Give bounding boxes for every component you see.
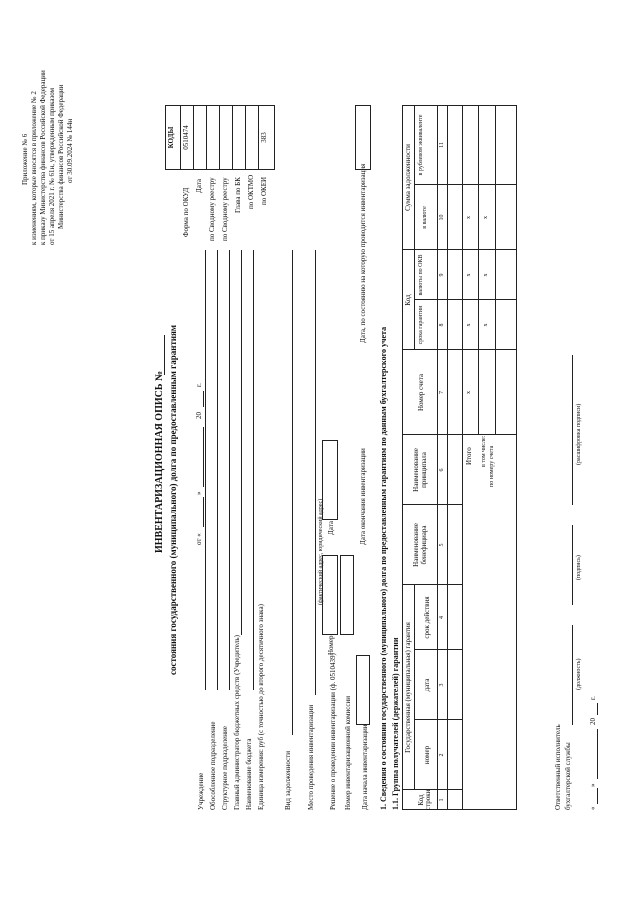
sig-sign-hint: (подпись) [576,555,582,580]
appendix-line-2: к изменениям, которые вносятся в приложение № 2 [30,91,38,245]
table-guarantee-subheader-line [414,585,415,790]
field-debt-type-label: Вид задолженности [284,751,292,810]
x-incl-in-currency: x [483,216,489,219]
field-budget-label: Наименование бюджета [245,738,253,810]
table-total-row-bottom [478,105,479,435]
field-commission-box[interactable] [340,555,354,635]
th-principal: Наименование принципала [412,448,429,492]
field-subdivision-label: Обособленное подразделение [209,721,217,810]
sig-date-month-line[interactable] [597,729,598,779]
form-subtitle: состояния государственного (муниципального) долга по предоставленным гарантиям [168,324,178,675]
field-decision-num-box[interactable] [322,555,338,635]
codes-sep-1 [193,105,194,170]
sig-date-year: 20 [589,718,597,725]
th-code: Код строки [417,789,432,810]
field-admin-line[interactable] [241,250,242,635]
codes-sep-6 [258,105,259,170]
x-total-term: x [466,323,472,327]
th-currency: валюты по ОКВ [418,254,424,296]
sig-date-day-line[interactable] [597,788,598,804]
th-account: Номер счета [417,373,425,412]
th-guarantee: Государственная (муниципальная) гарантия [404,622,412,753]
code-label-okud: Форма по ОКУД [182,187,190,237]
table-data-row-bottom [462,105,463,810]
codes-sep-4 [232,105,233,170]
table-col-divider-5 [402,504,462,505]
code-label-okei: по ОКЕИ [260,176,268,205]
form-title: ИНВЕНТАРИЗАЦИОННАЯ ОПИСЬ № [154,370,165,553]
table-col-divider-2 [414,719,462,720]
sig-decode-line[interactable] [572,355,573,505]
field-debt-type-line[interactable] [292,250,293,735]
date-g: г. [195,383,203,387]
row-by-account-label: по номеру счета [489,445,495,487]
row-incl-label: в том числе: [481,435,487,467]
sig-date-year-line[interactable] [597,703,598,715]
code-value-okei: 383 [260,132,268,143]
th-term-guarantee: срока гарантии [418,305,424,345]
field-place-label: Место проведения инвентаризации [307,704,315,810]
th-date: дата [423,678,431,692]
field-decision-date-box[interactable] [322,440,338,520]
th-number: номер [423,745,431,765]
col-num-6: 6 [439,468,445,472]
appendix-line-3: к приказу Министерства финансов Российской Федерации [39,70,47,245]
field-decision-num-label: Номер [327,635,335,655]
field-start-box[interactable] [356,655,370,725]
codes-sep-2 [206,105,207,170]
field-admin-label: Главный администратор бюджетных средств (Учредитель) [233,635,241,810]
col-num-3: 3 [439,683,445,687]
code-value-okud: 0510474 [182,125,190,150]
th-in-rub: в рублевом эквиваленте [418,114,424,176]
appendix-line-4: от 15 апреля 2021 г. № 61н, утвержденным приказом [48,87,56,245]
x-incl-currency: x [483,273,489,277]
field-place-line[interactable] [315,250,316,695]
col-num-2: 2 [439,753,445,757]
table-col-divider-3 [414,649,462,650]
field-state-date-box[interactable] [355,105,371,170]
col-num-1: 1 [439,798,445,802]
section-1-1-title: 1.1. Группа получателей (держателей) гарантии [391,637,400,810]
col-num-11: 11 [439,142,445,148]
field-decision-date-label: Дата [327,521,335,535]
table-incl-row-bottom [495,105,496,435]
code-label-date: Дата [195,179,203,193]
field-subdivision-line[interactable] [217,250,218,690]
codes-sep-3 [219,105,220,170]
sig-position-hint: (должность) [576,658,582,690]
col-num-4: 4 [439,616,445,619]
date-year: 20 [195,412,203,419]
field-commission-label: Номер инвентаризационной комиссии [344,696,352,810]
field-struct-line[interactable] [229,250,230,690]
date-day-line [203,497,204,527]
date-month-line [203,427,204,487]
x-incl-term: x [483,323,489,327]
field-budget-line[interactable] [253,250,254,690]
th-code-group: Код [404,294,412,306]
field-start-label: Дата начала инвентаризации [361,724,369,810]
codes-header: КОДЫ [167,126,175,149]
appendix-line-6: от 30.09.2024 № 144н [66,118,74,183]
col-num-5: 5 [439,543,445,547]
field-state-date-label: Дата, по состоянию на которую проводится инвентаризация [359,163,367,343]
field-institution-label: Учреждение [197,772,205,810]
appendix-line-5: Министерства финансов Российской Федерации [57,84,65,229]
field-place-hint: (фактический адрес, юридический адрес) [318,498,324,605]
code-label-bk: Глава по БК [234,177,242,213]
th-debt: Сумма задолженности [404,144,412,211]
sig-responsible-label: Ответственный исполнитель [554,724,562,810]
date-quote: » [195,491,203,495]
sig-date-q2: » [589,783,597,787]
x-total-account: x [466,391,472,394]
date-from: от « [195,533,203,545]
codes-sep-0 [180,105,181,170]
sig-date-q1: « [589,806,597,810]
field-institution-line[interactable] [205,250,206,690]
th-beneficiary: Наименование бенефициара [412,523,429,567]
code-label-oktmo: по ОКТМО [247,174,255,209]
appendix-line-1: Приложение № 6 [21,133,29,185]
sig-decode-hint: (расшифровка подписи) [576,403,582,465]
sig-date-g: г. [589,696,597,700]
row-total-label: Итого [465,447,473,465]
x-total-in-currency: x [466,216,472,219]
table-col-num-line-bottom [447,105,448,810]
field-unit-label: Единица измерения: руб (с точностью до второго десятичного знака) [257,604,265,810]
section-1-title: 1. Сведения о состоянии государственного (муниципального) долга по предоставленным гарантиям по данным бухгалтерского учета [379,326,388,810]
field-decision-label: Решение о проведении инвентаризации (ф. 0510439) [329,653,337,810]
code-label-reg2: по Сводному реестру [221,177,229,241]
codes-sep-5 [245,105,246,170]
col-num-9: 9 [439,273,445,277]
code-label-reg1: по Сводному реестру [208,177,216,241]
table-col-num-line-top [437,105,438,810]
sig-service-label: бухгалтерской службы [564,742,572,810]
table-code-debt-subheader-line [414,105,415,350]
sig-sign-line[interactable] [572,525,573,605]
date-year-line [203,391,204,407]
x-total-currency: x [466,273,472,277]
col-num-8: 8 [439,323,445,327]
field-struct-label: Структурное подразделение [221,726,229,810]
sig-position-line[interactable] [572,625,573,725]
field-end-label: Дата окончания инвентаризации [359,448,367,545]
col-num-7: 7 [439,391,445,394]
col-num-10: 10 [439,214,445,221]
th-term: срок действия [423,596,431,639]
th-in-currency: в валюте [422,206,428,229]
form-number-line [164,335,165,375]
